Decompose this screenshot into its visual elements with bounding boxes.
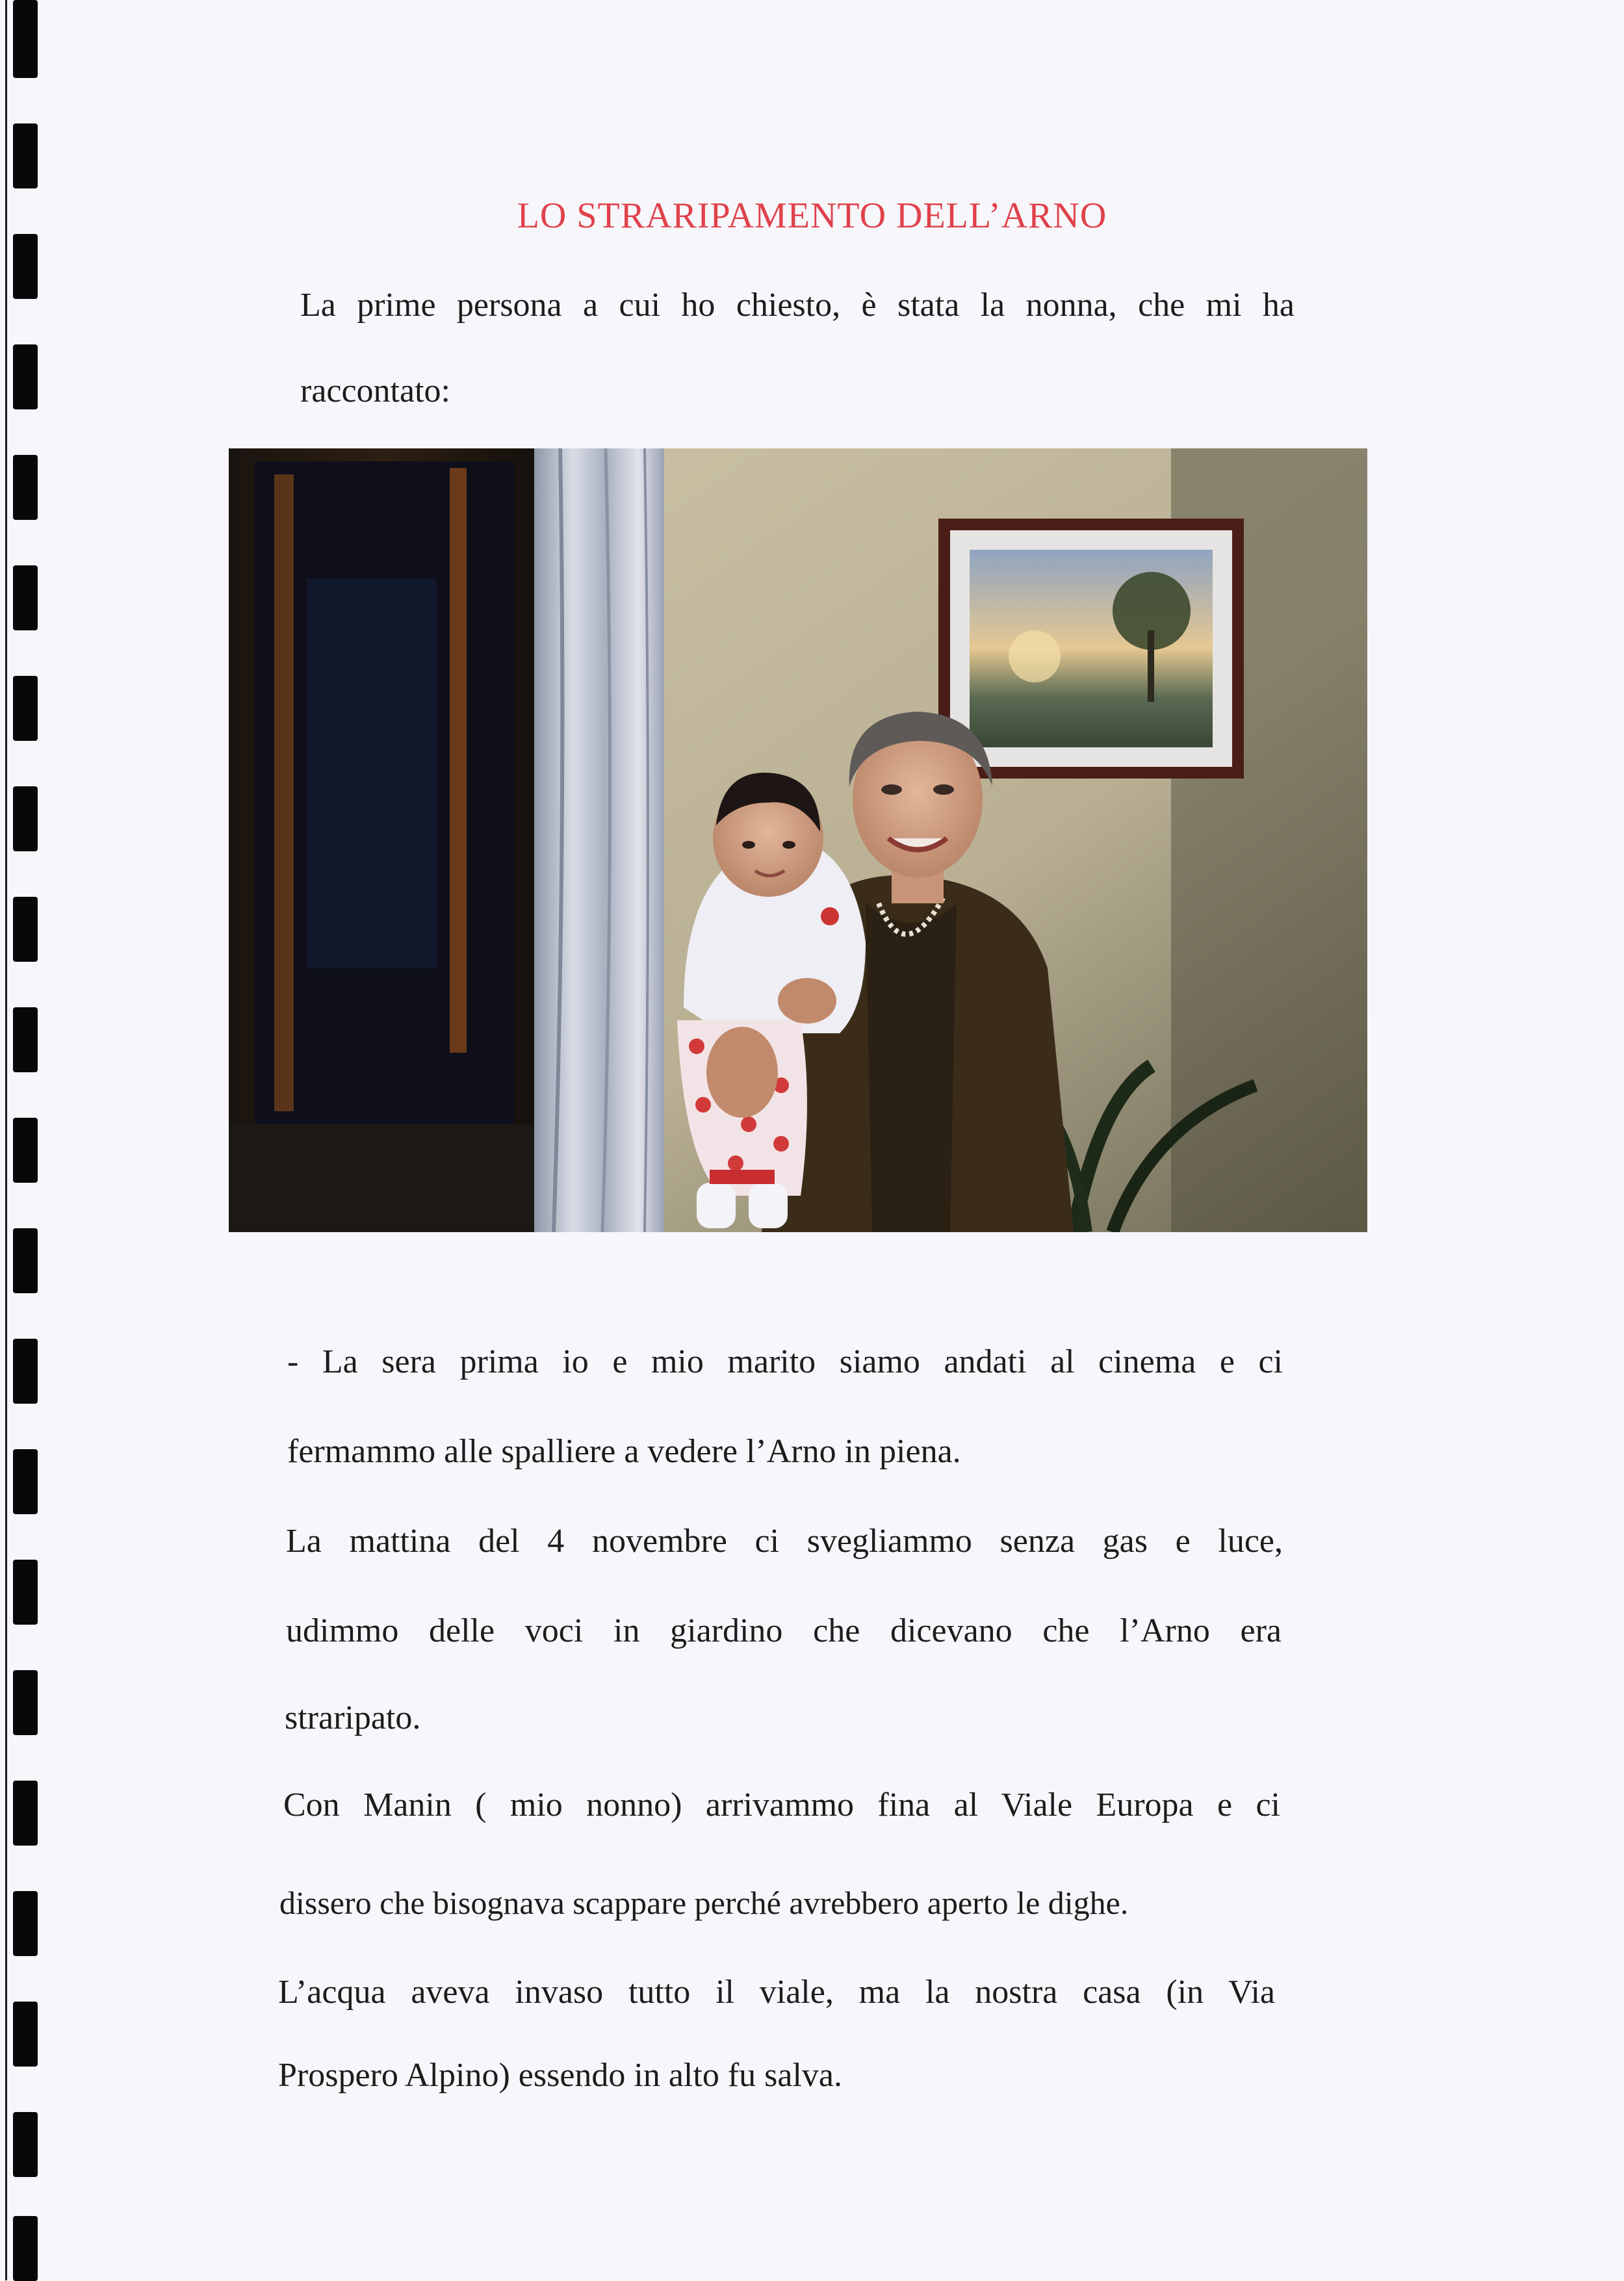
binder-hole bbox=[13, 2002, 38, 2067]
binder-hole bbox=[13, 2112, 38, 2177]
binder-hole bbox=[13, 565, 38, 630]
story-line: fermammo alle spalliere a vedere l’Arno in piena. bbox=[287, 1433, 961, 1470]
binder-hole bbox=[13, 0, 38, 78]
page-edge bbox=[5, 0, 7, 2280]
binder-hole bbox=[13, 123, 38, 188]
binder-hole bbox=[13, 1781, 38, 1846]
binder-hole bbox=[13, 2216, 38, 2281]
story-line: dissero che bisognava scappare perché avrebbero aperto le dighe. bbox=[279, 1885, 1129, 1921]
binder-hole bbox=[13, 676, 38, 741]
story-line: La mattina del 4 novembre ci svegliammo senza gas e luce, bbox=[286, 1523, 1283, 1560]
page-title: LO STRARIPAMENTO DELL’ARNO bbox=[517, 196, 1107, 236]
binder-hole bbox=[13, 234, 38, 299]
binder-hole bbox=[13, 1449, 38, 1514]
binder-hole bbox=[13, 1118, 38, 1183]
binder-hole bbox=[13, 786, 38, 851]
binder-hole bbox=[13, 1670, 38, 1735]
binder-hole bbox=[13, 1891, 38, 1956]
story-line: udimmo delle voci in giardino che dicevano che l’Arno era bbox=[286, 1612, 1282, 1649]
intro-line: raccontato: bbox=[300, 372, 450, 409]
photo-grandmother-with-baby bbox=[229, 448, 1367, 1232]
story-line: - La sera prima io e mio marito siamo andati al cinema e ci bbox=[287, 1343, 1283, 1380]
binder-hole bbox=[13, 1007, 38, 1072]
story-line: straripato. bbox=[285, 1699, 421, 1736]
binder-hole bbox=[13, 1228, 38, 1293]
story-line: Con Manin ( mio nonno) arrivammo fina al Viale Europa e ci bbox=[283, 1786, 1280, 1824]
intro-line: La prime persona a cui ho chiesto, è stata la nonna, che mi ha bbox=[300, 287, 1295, 324]
binder-hole bbox=[13, 1560, 38, 1625]
binder-holes bbox=[0, 0, 52, 2280]
story-line: L’acqua aveva invaso tutto il viale, ma la nostra casa (in Via bbox=[278, 1974, 1275, 2011]
binder-hole bbox=[13, 1339, 38, 1404]
binder-hole bbox=[13, 455, 38, 520]
binder-hole bbox=[13, 897, 38, 962]
story-line: Prospero Alpino) essendo in alto fu salva. bbox=[278, 2057, 842, 2094]
binder-hole bbox=[13, 344, 38, 409]
